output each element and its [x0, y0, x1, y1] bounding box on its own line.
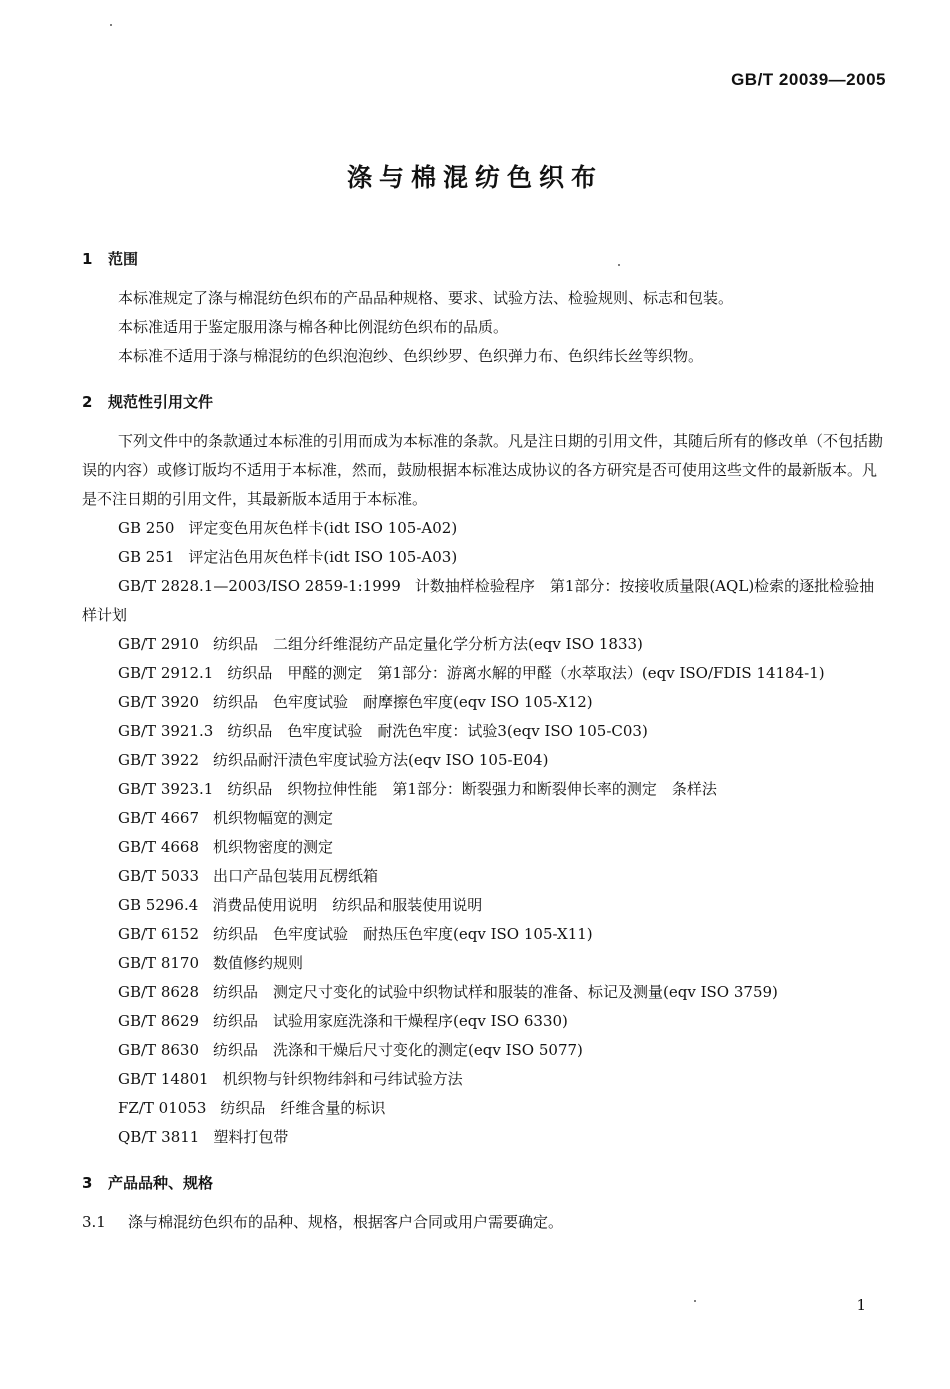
reference-title: 机织物幅宽的测定 — [213, 809, 334, 827]
scope-paragraph: 本标准不适用于涤与棉混纺的色织泡泡纱、色织纱罗、色织弹力布、色织纬长丝等织物。 — [118, 347, 704, 365]
reference-item — [82, 949, 884, 978]
reference-code: GB/T 4668 — [118, 838, 200, 856]
section-2-heading — [82, 391, 884, 413]
clause-text: 涤与棉混纺色织布的品种、规格，根据客户合同或用户需要确定。 — [128, 1213, 564, 1231]
section-title: 范围 — [108, 250, 139, 268]
reference-code: GB/T 8628 — [118, 983, 200, 1001]
reference-title: 纺织品 试验用家庭洗涤和干燥程序(eqv ISO 6330) — [213, 1012, 568, 1030]
reference-code: GB 5296.4 — [118, 896, 199, 914]
reference-code: GB/T 4667 — [118, 809, 200, 827]
reference-item — [82, 746, 884, 775]
section-number: 1 — [82, 250, 93, 268]
reference-code: GB/T 3923.1 — [118, 780, 214, 798]
reference-item — [82, 659, 884, 688]
reference-code: GB 250 — [118, 519, 175, 537]
reference-title: 机织物密度的测定 — [213, 838, 334, 856]
reference-item — [82, 1123, 884, 1152]
reference-item — [82, 978, 884, 1007]
reference-title: 纺织品 甲醛的测定 第1部分：游离水解的甲醛（水萃取法）(eqv ISO/FDIS 14184-1) — [227, 664, 825, 682]
reference-title: 纺织品 测定尺寸变化的试验中织物试样和服装的准备、标记及测量(eqv ISO 3759) — [213, 983, 778, 1001]
reference-item — [82, 775, 884, 804]
reference-code: GB/T 14801 — [118, 1070, 209, 1088]
reference-item — [82, 514, 884, 543]
document-title: 涤与棉混纺色织布 — [346, 163, 603, 192]
document-body — [82, 248, 884, 1237]
reference-item — [82, 1007, 884, 1036]
reference-code: GB/T 5033 — [118, 867, 200, 885]
section-title: 产品品种、规格 — [108, 1174, 214, 1192]
reference-item — [82, 1065, 884, 1094]
reference-code: FZ/T 01053 — [118, 1099, 207, 1117]
reference-item — [82, 862, 884, 891]
reference-code: GB 251 — [118, 548, 175, 566]
reference-title: 出口产品包装用瓦楞纸箱 — [213, 867, 379, 885]
reference-item — [82, 920, 884, 949]
standard-number: GB/T 20039—2005 — [731, 70, 886, 89]
reference-item — [82, 1036, 884, 1065]
reference-item — [82, 1094, 884, 1123]
reference-item — [82, 891, 884, 920]
reference-code: GB/T 8629 — [118, 1012, 200, 1030]
reference-title: 纺织品 色牢度试验 耐热压色牢度(eqv ISO 105-X11) — [213, 925, 593, 943]
reference-title: 机织物与针织物纬斜和弓纬试验方法 — [222, 1070, 463, 1088]
reference-item — [82, 833, 884, 862]
reference-title: 消费品使用说明 纺织品和服装使用说明 — [212, 896, 483, 914]
reference-list — [82, 514, 884, 1152]
reference-code: GB/T 8170 — [118, 954, 200, 972]
reference-code: GB/T 3920 — [118, 693, 200, 711]
reference-code: GB/T 2910 — [118, 635, 200, 653]
reference-title: 纺织品 色牢度试验 耐洗色牢度：试验3(eqv ISO 105-C03) — [227, 722, 648, 740]
reference-title: 评定沾色用灰色样卡(idt ISO 105-A03) — [188, 548, 458, 566]
clause-number: 3.1 — [82, 1213, 106, 1231]
reference-code: GB/T 3921.3 — [118, 722, 214, 740]
reference-code: QB/T 3811 — [118, 1128, 200, 1146]
reference-title: 纺织品耐汗渍色牢度试验方法(eqv ISO 105-E04) — [213, 751, 549, 769]
reference-code: GB/T 2828.1—2003/ISO 2859-1:1999 — [118, 577, 401, 595]
reference-code: GB/T 6152 — [118, 925, 200, 943]
reference-item — [82, 630, 884, 659]
reference-title: 评定变色用灰色样卡(idt ISO 105-A02) — [188, 519, 458, 537]
reference-item — [82, 717, 884, 746]
scope-paragraph: 本标准适用于鉴定服用涤与棉各种比例混纺色织布的品质。 — [118, 318, 509, 336]
reference-title: 纺织品 二组分纤维混纺产品定量化学分析方法(eqv ISO 1833) — [213, 635, 643, 653]
reference-title: 纺织品 纤维含量的标识 — [220, 1099, 386, 1117]
reference-item — [82, 572, 884, 630]
reference-item — [82, 543, 884, 572]
reference-title: 纺织品 色牢度试验 耐摩擦色牢度(eqv ISO 105-X12) — [213, 693, 593, 711]
references-intro: 下列文件中的条款通过本标准的引用而成为本标准的条款。凡是注日期的引用文件，其随后所有的修改单（不包括勘误的内容）或修订版均不适用于本标准，然而，鼓励根据本标准达成协议的各方研究是否可使用这些文件的最新版本。凡是不注日期的引用文件，其最新版本适用于本标准。 — [82, 432, 884, 508]
reference-title: 数值修约规则 — [213, 954, 304, 972]
page-number: 1 — [856, 1296, 866, 1314]
reference-code: GB/T 2912.1 — [118, 664, 214, 682]
reference-title: 塑料打包带 — [213, 1128, 289, 1146]
reference-code: GB/T 8630 — [118, 1041, 200, 1059]
section-1-heading — [82, 248, 884, 270]
scan-speck — [110, 24, 112, 26]
reference-item — [82, 688, 884, 717]
section-3-heading — [82, 1172, 884, 1194]
reference-item — [82, 804, 884, 833]
reference-code: GB/T 3922 — [118, 751, 200, 769]
scope-paragraph: 本标准规定了涤与棉混纺色织布的产品品种规格、要求、试验方法、检验规则、标志和包装。 — [118, 289, 734, 307]
section-number: 2 — [82, 393, 93, 411]
clause-3-1 — [82, 1208, 884, 1237]
reference-title: 计数抽样检验程序 第1部分：按接收质量限(AQL)检索的逐批检验抽样计划 — [82, 577, 875, 624]
section-number: 3 — [82, 1174, 93, 1192]
scan-speck — [694, 1300, 696, 1302]
reference-title: 纺织品 织物拉伸性能 第1部分：断裂强力和断裂伸长率的测定 条样法 — [227, 780, 717, 798]
section-title: 规范性引用文件 — [108, 393, 214, 411]
reference-title: 纺织品 洗涤和干燥后尺寸变化的测定(eqv ISO 5077) — [213, 1041, 583, 1059]
